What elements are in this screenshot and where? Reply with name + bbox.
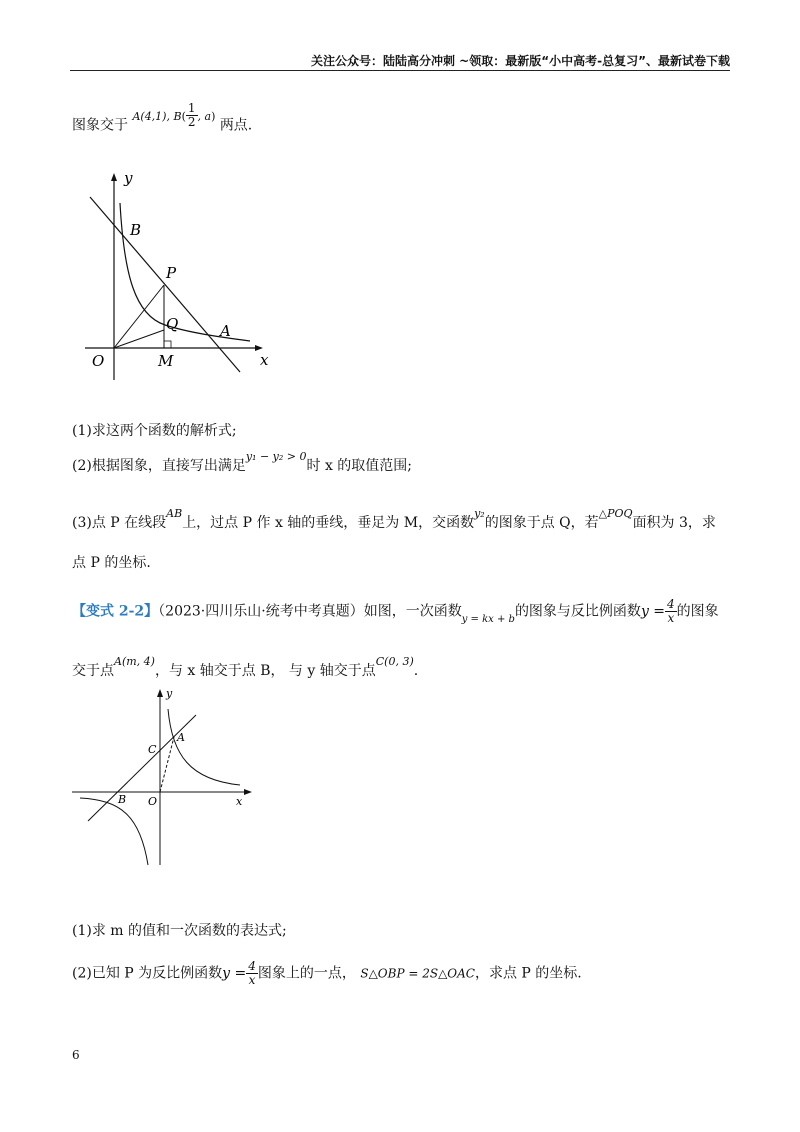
label-b-2: B [118, 793, 127, 806]
point-b-prefix: , B [166, 109, 182, 123]
point-a-m4: A(m, 4) [114, 655, 155, 668]
point-b-suffix: , a [197, 109, 212, 123]
area-equation: S△OBP = 2S△OAC [360, 966, 475, 981]
question-2-1: (1)求 m 的值和一次函数的表达式; [72, 923, 287, 939]
triangle-poq-label: △POQ [598, 507, 633, 520]
hyperbola-branch-2 [80, 798, 148, 865]
label-p: P [166, 264, 177, 282]
intro-text: 图象交于 [72, 117, 128, 134]
variant-line-2: 交于点$^{A(m, 4)}$，与 x 轴交于点 B， 与 y 轴交于点$^{C(0, 3)}$. [72, 655, 419, 679]
fraction-4-over-x-2: $\frac{4}{x}$ [248, 959, 256, 987]
segment-oa-2 [160, 737, 174, 792]
point-a-label: A(4,1) [132, 109, 167, 123]
intro-line: 图象交于 $^{A(4,1), B(}$ $\frac{1}{2}$ $^{, a)}$ 两点. [72, 101, 253, 134]
inequality-expr: y₁ − y₂ > 0 [245, 450, 307, 463]
linear-function: y = kx + b [461, 613, 515, 625]
fraction-4-over-x: $\frac{4}{x}$ [667, 597, 675, 625]
label-b: B [130, 221, 142, 239]
intro-tail: 两点. [219, 117, 253, 134]
question-1-2: (2)根据图象，直接写出满足$^{y_1 - y_2 > 0}$时 x 的取值范围; [72, 450, 413, 474]
question-1-3-cont: 点 P 的坐标. [72, 555, 151, 571]
fraction-half: $\frac{1}{2}$ [187, 101, 196, 129]
label-a: A [220, 322, 231, 340]
label-a-2: A [177, 731, 185, 744]
label-o-2: O [148, 795, 158, 808]
label-c-2: C [148, 743, 157, 756]
question-1-3: (3)点 P 在线段$^{AB}$上，过点 P 作 x 轴的垂线，垂足为 M，交函数$^{y_2}$的图象于点 Q，若$^{\triangle POQ}$面积为 3，求 [72, 507, 716, 531]
figure-1 [80, 165, 280, 385]
segment-ab-label: AB [166, 507, 183, 520]
hyperbola-branch-1 [168, 709, 240, 785]
label-y-2: y [166, 687, 173, 700]
point-c-label: C(0, 3) [375, 655, 414, 668]
question-1-1: (1)求这两个函数的解析式; [72, 423, 237, 439]
label-y: y [124, 169, 133, 187]
label-q: Q [166, 315, 179, 333]
line-ab [90, 197, 240, 372]
header-rule [70, 70, 730, 71]
label-o: O [92, 352, 105, 370]
page-header: 关注公众号：陆陆高分冲刺 ~领取：最新版“小中高考-总复习”、最新试卷下载 [311, 54, 730, 68]
label-x: x [260, 351, 269, 369]
figure-2 [70, 685, 270, 875]
question-2-2: (2)已知 P 为反比例函数y = $\frac{4}{x}$ 图象上的一点， S△OBP = 2S△OAC，求点 P 的坐标. [72, 959, 582, 987]
page-number: 6 [72, 1048, 80, 1062]
label-x-2: x [236, 795, 243, 808]
variant-heading: 【变式 2-2】（2023·四川乐山·统考中考真题）如图，一次函数$_{y = kx + b}$的图象与反比例函数y = $\frac{4}{x}$ 的图象 [72, 597, 719, 625]
function-y2-label: y₂ [474, 507, 485, 520]
variant-tag: 【变式 2-2】 [72, 603, 159, 620]
right-angle-mark [164, 341, 171, 348]
label-m: M [158, 352, 174, 370]
